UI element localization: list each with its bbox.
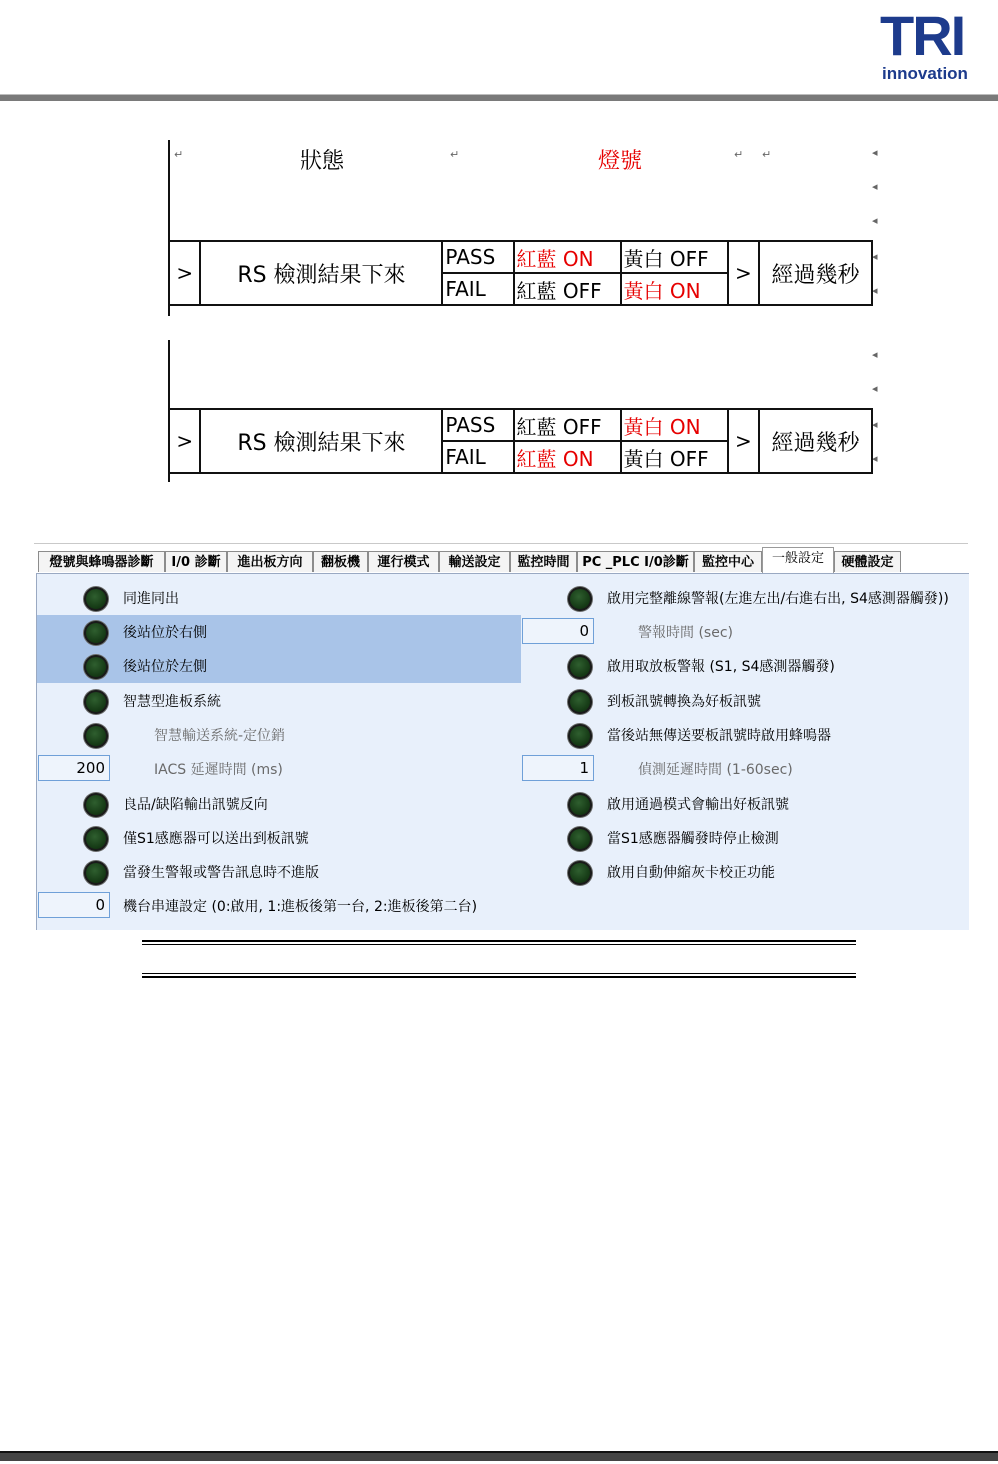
- iacs-delay-input[interactable]: 200: [38, 755, 110, 781]
- para-mark: ◂: [872, 418, 878, 431]
- tab-hardware-settings[interactable]: 硬體設定: [834, 551, 901, 572]
- para-mark: ◂: [872, 284, 878, 297]
- arrow-cell: >: [169, 241, 200, 305]
- light-yellow-white: 黃白 ON: [621, 273, 728, 305]
- light-heading: 燈號: [598, 149, 643, 174]
- indicator-led[interactable]: [568, 690, 592, 714]
- arrow-cell: >: [169, 409, 200, 473]
- label-smart-conveyor-pin: 智慧輸送系統-定位銷: [154, 728, 286, 744]
- result-pass: PASS: [442, 241, 513, 273]
- para-mark: ↵: [174, 148, 184, 161]
- indicator-led[interactable]: [84, 690, 108, 714]
- tab-monitor-time[interactable]: 監控時間: [510, 551, 577, 572]
- label-pass-mode-good: 啟用通過模式會輸出好板訊號: [607, 797, 789, 813]
- label-smart-entry: 智慧型進板系統: [123, 694, 221, 710]
- label-chain-setting: 機台串連設定 (0:啟用, 1:進板後第一台, 2:進板後第二台): [123, 899, 478, 915]
- label-full-offline-alarm: 啟用完整離線警報(左進左出/右進右出, S4感測器觸發)): [607, 591, 949, 607]
- tab-flipper[interactable]: 翻板機: [313, 551, 368, 572]
- general-settings-panel: [36, 573, 969, 930]
- indicator-led[interactable]: [84, 827, 108, 851]
- label-s1-sensor-only: 僅S1感應器可以送出到板訊號: [123, 831, 309, 847]
- indicator-led[interactable]: [568, 655, 592, 679]
- label-detect-delay: 偵測延遲時間 (1-60sec): [638, 762, 793, 778]
- arrow-cell: >: [728, 409, 759, 473]
- tab-pc-plc-io-diag[interactable]: PC _PLC I/0診斷: [577, 551, 694, 572]
- chain-setting-input[interactable]: 0: [38, 892, 110, 918]
- label-pick-place-alarm: 啟用取放板警報 (S1, S4感測器觸發): [607, 659, 835, 675]
- label-next-station-right: 後站位於右側: [123, 625, 207, 641]
- para-mark: ◂: [872, 214, 878, 227]
- detect-delay-input[interactable]: 1: [522, 755, 594, 781]
- result-fail: FAIL: [442, 273, 513, 305]
- tab-conveyor-settings[interactable]: 輸送設定: [439, 551, 510, 572]
- event-cell: RS 檢測結果下來: [200, 409, 442, 473]
- para-mark: ◂: [872, 452, 878, 465]
- result-pass: PASS: [442, 409, 513, 441]
- tab-io-diag[interactable]: I/0 診斷: [165, 551, 227, 572]
- indicator-led[interactable]: [84, 793, 108, 817]
- brand-tagline: innovation: [882, 64, 968, 83]
- selected-row-highlight: [37, 615, 521, 683]
- arrow-cell: >: [728, 241, 759, 305]
- indicator-led[interactable]: [84, 861, 108, 885]
- brand-mark: TRI: [880, 4, 965, 67]
- light-red-blue: 紅藍 ON: [514, 441, 621, 473]
- label-good-bad-reverse: 良品/缺陷輸出訊號反向: [123, 797, 268, 813]
- para-mark: ◂: [872, 146, 878, 159]
- doc-rule: [142, 940, 856, 942]
- indicator-led[interactable]: [568, 827, 592, 851]
- label-auto-gray-card: 啟用自動伸縮灰卡校正功能: [607, 865, 775, 881]
- light-red-blue: 紅藍 OFF: [514, 409, 621, 441]
- doc-rule: [142, 976, 856, 978]
- footer-divider: [0, 1451, 998, 1461]
- indicator-led[interactable]: [84, 655, 108, 679]
- label-alarm-time: 警報時間 (sec): [638, 625, 733, 641]
- tab-bar: [34, 543, 968, 574]
- tab-general-settings[interactable]: 一般設定: [762, 547, 834, 574]
- light-yellow-white: 黃白 ON: [621, 409, 728, 441]
- doc-table-1: [168, 132, 878, 314]
- indicator-led[interactable]: [84, 724, 108, 748]
- label-same-in-out: 同進同出: [123, 591, 179, 607]
- light-yellow-white: 黃白 OFF: [621, 441, 728, 473]
- elapsed-cell: 經過幾秒: [759, 409, 872, 473]
- para-mark: ◂: [872, 250, 878, 263]
- tab-light-buzzer-diag[interactable]: 燈號與蜂鳴器診斷: [38, 551, 165, 572]
- event-cell: RS 檢測結果下來: [200, 241, 442, 305]
- indicator-led[interactable]: [568, 861, 592, 885]
- tab-monitor-center[interactable]: 監控中心: [694, 551, 762, 572]
- para-mark: ↵: [734, 148, 744, 161]
- label-arrival-to-good: 到板訊號轉換為好板訊號: [607, 694, 761, 710]
- indicator-led[interactable]: [84, 621, 108, 645]
- light-red-blue: 紅藍 OFF: [514, 273, 621, 305]
- para-mark: ◂: [872, 348, 878, 361]
- brand-logo: [878, 4, 996, 88]
- doc-rule: [142, 944, 856, 945]
- condition-table: [168, 408, 873, 474]
- condition-table: [168, 240, 873, 306]
- result-fail: FAIL: [442, 441, 513, 473]
- light-red-blue: 紅藍 ON: [514, 241, 621, 273]
- settings-window: [34, 543, 968, 929]
- indicator-led[interactable]: [568, 793, 592, 817]
- status-heading: 狀態: [300, 149, 345, 174]
- para-mark: ◂: [872, 180, 878, 193]
- elapsed-cell: 經過幾秒: [759, 241, 872, 305]
- label-buzzer-no-request: 當後站無傳送要板訊號時啟用蜂鳴器: [607, 728, 831, 744]
- label-no-entry-on-alarm: 當發生警報或警告訊息時不進版: [123, 865, 319, 881]
- indicator-led[interactable]: [568, 724, 592, 748]
- para-mark: ↵: [450, 148, 460, 161]
- doc-rule: [142, 973, 856, 974]
- light-yellow-white: 黃白 OFF: [621, 241, 728, 273]
- para-mark: ◂: [872, 382, 878, 395]
- label-next-station-left: 後站位於左側: [123, 659, 207, 675]
- header-divider: [0, 94, 998, 101]
- indicator-led[interactable]: [84, 587, 108, 611]
- tab-board-direction[interactable]: 進出板方向: [227, 551, 313, 572]
- label-stop-on-s1: 當S1感應器觸發時停止檢測: [607, 831, 779, 847]
- doc-table-2: [168, 340, 878, 482]
- label-iacs-delay: IACS 延遲時間 (ms): [154, 762, 283, 778]
- para-mark: ↵: [762, 148, 772, 161]
- alarm-time-input[interactable]: 0: [522, 618, 594, 644]
- indicator-led[interactable]: [568, 587, 592, 611]
- tab-run-mode[interactable]: 運行模式: [368, 551, 439, 572]
